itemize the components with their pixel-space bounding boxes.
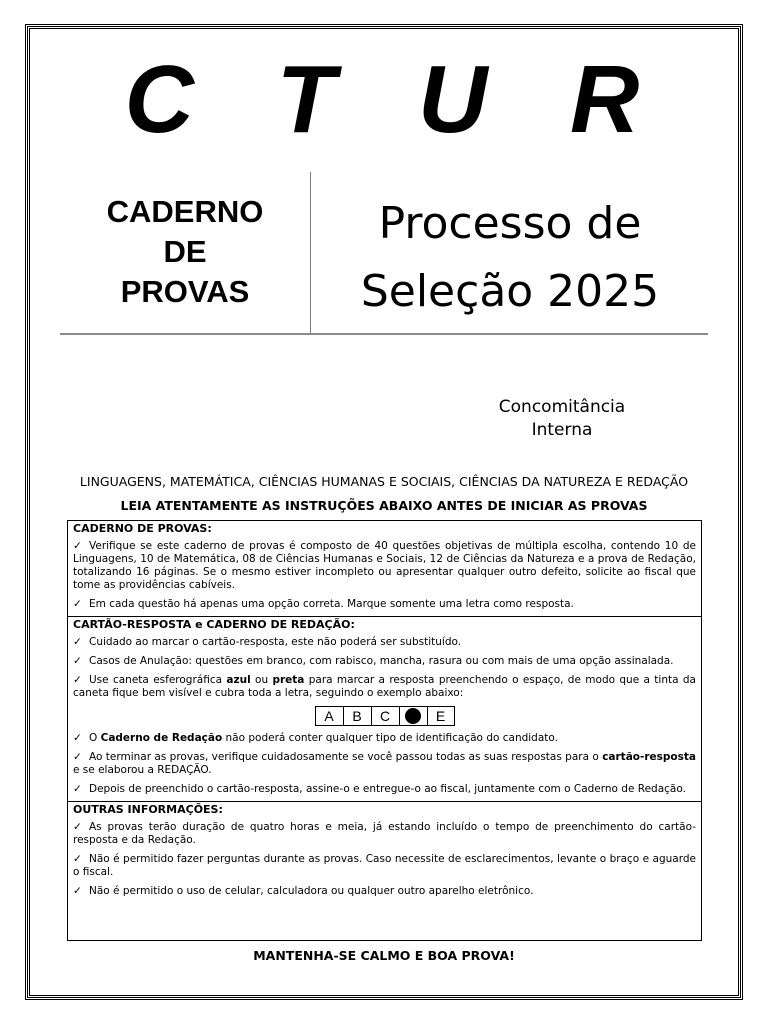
check-icon: ✓: [73, 598, 82, 610]
instruction-text: Depois de preenchido o cartão-resposta, assine-o e entregue-o ao fiscal, juntamente com o Caderno de Redação.: [89, 783, 686, 795]
booklet-title-line: PROVAS: [120, 274, 250, 309]
header-row: [60, 172, 708, 334]
process-title-line: Processo de: [378, 198, 642, 249]
process-title-line: Seleção 2025: [360, 266, 660, 317]
instruction-text: Ao terminar as provas, verifique cuidadosamente se você passou todas as suas respostas para o: [89, 751, 603, 763]
section-title: CARTÃO-RESPOSTA e CADERNO DE REDAÇÃO:: [73, 618, 355, 631]
instruction-text: Verifique se este caderno de provas é composto de 40 questões objetivas de múltipla escolha, contendo 10 de Linguagens, 10 de Matemática, 08 de Ciências Humanas e Sociais, 12 de Ciências da Natureza e a prova de Redação, totalizando 16 páginas. Se o mesmo estiver incompleto ou apresentar qualquer outro defeito, solicite ao fiscal que tome as providências cabíveis.: [73, 540, 696, 591]
instruction-text: Use caneta esferográfica: [89, 674, 227, 686]
process-title: [312, 190, 708, 326]
header-divider: [310, 172, 311, 334]
instruction-bold: Caderno de Redação: [100, 732, 223, 744]
instruction-text: e se elaborou a REDAÇÃO.: [73, 764, 212, 776]
instruction-item: [73, 636, 696, 649]
check-icon: ✓: [73, 853, 82, 865]
example-option: E: [427, 706, 455, 726]
instruction-text: não poderá conter qualquer tipo de identificação do candidato.: [222, 732, 558, 744]
read-instructions-heading: LEIA ATENTAMENTE AS INSTRUÇÕES ABAIXO ANTES DE INICIAR AS PROVAS: [120, 498, 648, 513]
check-icon: ✓: [73, 783, 82, 795]
booklet-title-line: DE: [163, 234, 207, 269]
instruction-text: Cuidado ao marcar o cartão-resposta, este não poderá ser substituído.: [89, 636, 462, 648]
instructions-box: [67, 520, 702, 941]
booklet-title-line: CADERNO: [106, 194, 264, 229]
instruction-item: [73, 783, 696, 796]
instruction-item: [73, 540, 696, 592]
instruction-text: Não é permitido o uso de celular, calculadora ou qualquer outro aparelho eletrônico.: [89, 885, 534, 897]
modality-line: Concomitância: [498, 397, 626, 417]
instruction-item: [73, 751, 696, 777]
example-option: A: [315, 706, 343, 726]
instruction-item: [73, 598, 696, 611]
ctur-logo: C T U R: [124, 46, 668, 153]
example-option: B: [343, 706, 371, 726]
instruction-text: Em cada questão há apenas uma opção correta. Marque somente uma letra como resposta.: [89, 598, 574, 610]
subjects-list: LINGUAGENS, MATEMÁTICA, CIÊNCIAS HUMANAS E SOCIAIS, CIÊNCIAS DA NATUREZA E REDAÇÃO: [79, 474, 689, 489]
section-outras: [68, 802, 701, 903]
modality-label: [462, 396, 662, 442]
instruction-text: Não é permitido fazer perguntas durante as provas. Caso necessite de esclarecimentos, levante o braço e aguarde o fiscal.: [73, 853, 696, 878]
section-title: CADERNO DE PROVAS:: [73, 522, 212, 535]
section-caderno: [68, 521, 701, 617]
pen-color-black: preta: [272, 674, 305, 686]
example-option-filled: [399, 706, 427, 726]
booklet-title: [60, 192, 310, 312]
instruction-item: [73, 655, 696, 668]
instruction-text: As provas terão duração de quatro horas e meia, já estando incluído o tempo de preenchimento do cartão-resposta e da Redação.: [73, 821, 696, 846]
filled-bubble-icon: [405, 708, 421, 724]
instruction-text: ou: [250, 674, 273, 686]
instruction-item: [73, 885, 696, 898]
modality-line: Interna: [531, 420, 593, 440]
instruction-text: Casos de Anulação: questões em branco, com rabisco, mancha, rasura ou com mais de uma opção assinalada.: [89, 655, 674, 667]
pen-color-blue: azul: [226, 674, 251, 686]
header-rule: [60, 333, 708, 335]
section-title: OUTRAS INFORMAÇÕES:: [73, 803, 223, 816]
check-icon: ✓: [73, 674, 82, 686]
instruction-item: [73, 732, 696, 745]
check-icon: ✓: [73, 821, 82, 833]
example-option: C: [371, 706, 399, 726]
check-icon: ✓: [73, 885, 82, 897]
instruction-item-pen: [73, 674, 696, 700]
instruction-item: [73, 821, 696, 847]
section-cartao: [68, 617, 701, 802]
instruction-bold: cartão-resposta: [602, 751, 696, 763]
check-icon: ✓: [73, 540, 82, 552]
instruction-item: [73, 853, 696, 879]
check-icon: ✓: [73, 751, 82, 763]
check-icon: ✓: [73, 636, 82, 648]
answer-example: [73, 706, 696, 726]
check-icon: ✓: [73, 732, 82, 744]
closing-message: MANTENHA-SE CALMO E BOA PROVA!: [253, 948, 515, 963]
check-icon: ✓: [73, 655, 82, 667]
instruction-text: para marcar a resposta preenchendo o espaço, de modo que a tinta da caneta fique bem visível e cubra toda a letra, seguindo o exemplo abaixo:: [73, 674, 696, 699]
instruction-text: O: [89, 732, 101, 744]
